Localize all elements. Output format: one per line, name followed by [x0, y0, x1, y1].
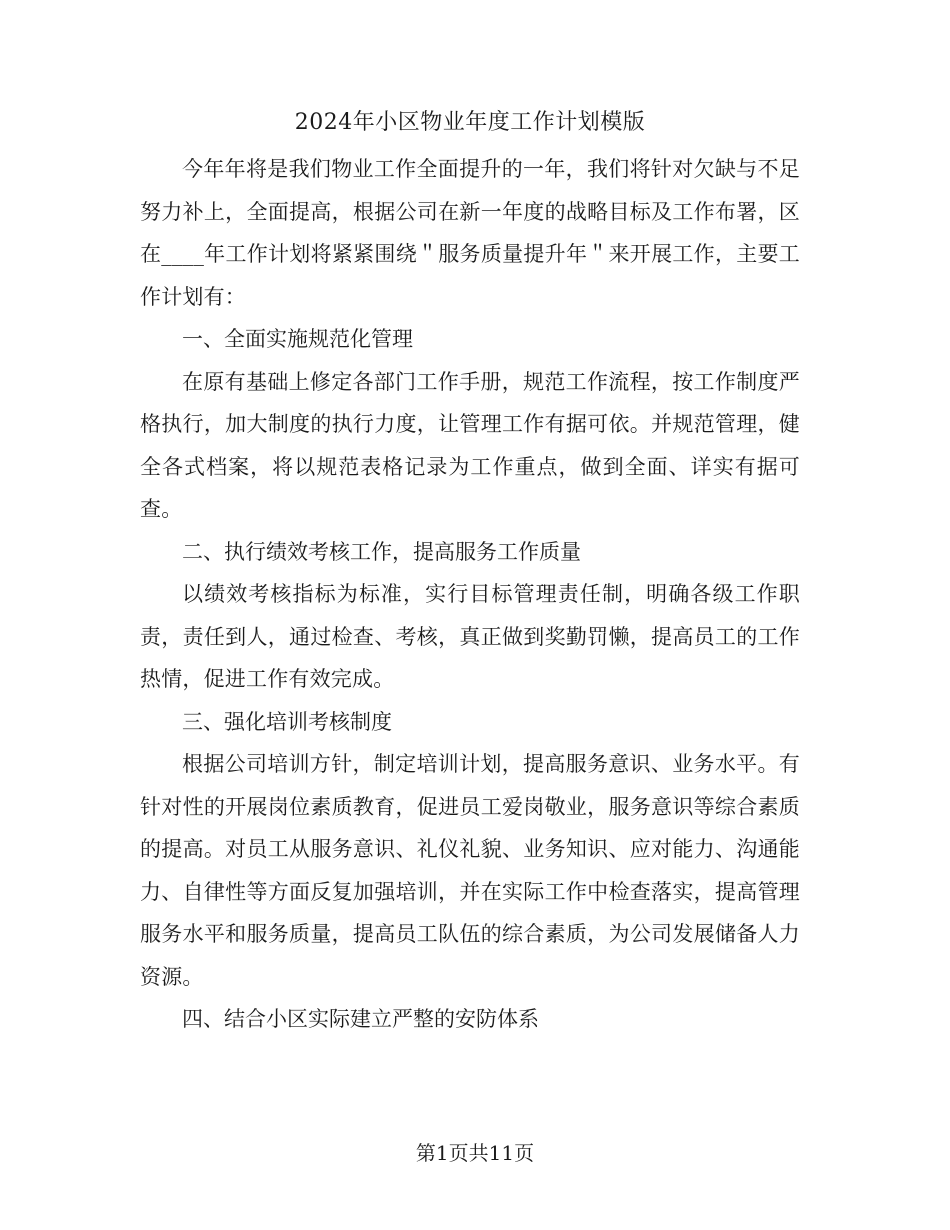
section-heading-3: 三、强化培训考核制度	[182, 709, 392, 734]
page-number-footer: 第1页共11页	[415, 1141, 535, 1165]
document-title: 2024年小区物业年度工作计划模版	[294, 110, 646, 135]
document-body	[140, 98, 800, 1041]
section-body-2: 以绩效考核指标为标准，实行目标管理责任制，明确各级工作职责，责任到人，通过检查、考核，真正做到奖勤罚懒，提高员工的工作热情，促进工作有效完成。	[140, 582, 800, 691]
section-body-1: 在原有基础上修定各部门工作手册，规范工作流程，按工作制度严格执行，加大制度的执行力度，让管理工作有据可依。并规范管理，健全各式档案，将以规范表格记录为工作重点，做到全面、详实有据可查。	[140, 369, 800, 521]
intro-paragraph: 今年年将是我们物业工作全面提升的一年，我们将针对欠缺与不足努力补上，全面提高，根据公司在新一年度的战略目标及工作布署，区在____年工作计划将紧紧围绕＂服务质量提升年＂来开展工作，主要工作计划有：	[140, 157, 800, 309]
section-heading-1: 一、全面实施规范化管理	[182, 327, 413, 351]
section-heading-4: 四、结合小区实际建立严整的安防体系	[182, 1007, 539, 1031]
section-heading-2: 二、执行绩效考核工作，提高服务工作质量	[182, 539, 581, 564]
section-body-3: 根据公司培训方针，制定培训计划，提高服务意识、业务水平。有针对性的开展岗位素质教育，促进员工爱岗敬业，服务意识等综合素质的提高。对员工从服务意识、礼仪礼貌、业务知识、应对能力、沟通能力、自律性等方面反复加强培训，并在实际工作中检查落实，提高管理服务水平和服务质量，提高员工队伍的综合素质，为公司发展储备人力资源。	[140, 752, 800, 989]
